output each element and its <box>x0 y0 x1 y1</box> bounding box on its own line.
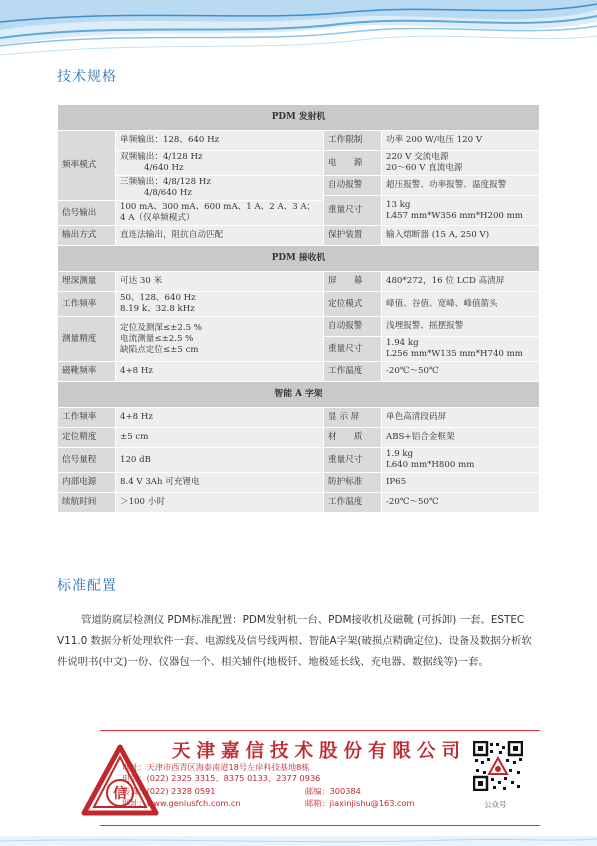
screen-value: 480*272，16 位 LCD 高清屏 <box>382 272 540 292</box>
locate-mode-label: 定位模式 <box>324 292 382 317</box>
spec-section-title: 技术规格 <box>57 69 117 85</box>
out-mode-value: 直连法输出，阻抗自动匹配 <box>116 226 324 246</box>
header-wave-decoration <box>0 0 597 70</box>
power-dc: 20～60 V 直流电源 <box>386 163 463 173</box>
tx-weight-kg: 13 kg <box>386 199 411 210</box>
footer-website[interactable]: 网址：www.geniusfch.com.cn <box>122 798 241 808</box>
signal-out-label: 信号输出 <box>58 201 116 226</box>
accuracy-line-1: 定位及测深≤±2.5 % <box>120 322 202 333</box>
material-value: ABS+铝合金框架 <box>382 428 540 448</box>
af-weight-dim: L640 mm*H800 mm <box>386 460 475 470</box>
accuracy-line-3: 缺陷点定位≤±5 cm <box>120 344 199 355</box>
rx-weight-value <box>382 337 540 362</box>
aframe-header: 智能 A 字架 <box>58 382 540 408</box>
freq-mode-label: 频率模式 <box>58 131 116 201</box>
af-weight-kg: 1.9 kg <box>386 449 414 459</box>
qr-code <box>473 741 523 791</box>
signal-out-value <box>116 201 324 226</box>
protect-value: 输入熔断器 (15 A, 250 V) <box>382 226 540 246</box>
af-weight-value <box>382 448 540 473</box>
footer-email[interactable]: 邮箱：jiaxinjishu@163.com <box>305 798 415 808</box>
rx-temp-label: 工作温度 <box>324 362 382 382</box>
accuracy-value <box>116 317 324 362</box>
boot-freq-label: 磁靴频率 <box>58 362 116 382</box>
rx-auto-alarm-value: 浅埋报警、摇摆报警 <box>382 317 540 337</box>
protect-label: 保护装置 <box>324 226 382 246</box>
af-temp-label: 工作温度 <box>324 493 382 513</box>
footer-address: 地址：天津市西青区海泰南道18号左岸科技基地8栋 <box>122 762 310 772</box>
material-label: 材 质 <box>324 428 382 448</box>
transmitter-header: PDM 发射机 <box>58 105 540 131</box>
dual-freq-line-1: 双频输出：4/128 Hz <box>120 152 203 162</box>
footer-bottom-rule <box>100 825 540 826</box>
tri-freq-line-2: 4/8/640 Hz <box>144 188 192 198</box>
accuracy-line-2: 电流测量≤±2.5 % <box>120 333 194 344</box>
loc-acc-value: ±5 cm <box>116 428 324 448</box>
work-limit-value: 功率 200 W/电压 120 V <box>382 131 540 151</box>
ip-value: IP65 <box>382 473 540 493</box>
range-label: 信号量程 <box>58 448 116 473</box>
tri-freq-value <box>116 176 324 201</box>
rx-temp-value: -20℃～50℃ <box>382 362 540 382</box>
signal-out-line-1: 100 mA、300 mA、600 mA、1 A、2 A、3 A； <box>120 202 316 212</box>
tri-freq-line-1: 三频输出：4/8/128 Hz <box>120 177 211 187</box>
display-value: 单色高清段码屏 <box>382 408 540 428</box>
tx-weight-dim: L457 mm*W356 mm*H200 mm <box>386 210 523 221</box>
battery-label: 内部电源 <box>58 473 116 493</box>
display-label: 显 示 屏 <box>324 408 382 428</box>
qr-label: 公众号 <box>484 800 507 809</box>
spec-table <box>57 104 540 513</box>
rx-freq-value <box>116 292 324 317</box>
battery-value: 8.4 V 3Ah 可充锂电 <box>116 473 324 493</box>
tx-auto-alarm-label: 自动报警 <box>324 176 382 196</box>
loc-acc-label: 定位精度 <box>58 428 116 448</box>
rx-weight-label: 重量尺寸 <box>324 337 382 362</box>
tx-weight-label: 重量尺寸 <box>324 196 382 226</box>
locate-mode-value: 峰值、谷值、宽峰、峰值箭头 <box>382 292 540 317</box>
boot-freq-value: 4+8 Hz <box>116 362 324 382</box>
footer-top-rule <box>100 730 540 731</box>
out-mode-label: 输出方式 <box>58 226 116 246</box>
rx-weight-kg: 1.94 kg <box>386 338 419 348</box>
company-name: 天津嘉信技术股份有限公司 <box>172 741 467 762</box>
af-temp-value: -20℃～50℃ <box>382 493 540 513</box>
depth-label: 埋深测量 <box>58 272 116 292</box>
range-value: 120 dB <box>116 448 324 473</box>
tx-weight-value <box>382 196 540 226</box>
power-ac: 220 V 交流电源 <box>386 152 449 162</box>
endurance-value: ＞100 小时 <box>116 493 324 513</box>
af-freq-label: 工作频率 <box>58 408 116 428</box>
ip-label: 防护标准 <box>324 473 382 493</box>
endurance-label: 续航时间 <box>58 493 116 513</box>
single-freq-value: 单频输出：128、640 Hz <box>116 131 324 151</box>
logo-character: 信 <box>113 786 127 802</box>
rx-weight-dim: L256 mm*W135 mm*H740 mm <box>386 349 523 359</box>
power-label: 电 源 <box>324 151 382 176</box>
bottom-decoration <box>0 836 597 846</box>
footer-fax: 传真：(022) 2328 0591 <box>122 786 216 796</box>
config-section-title: 标准配置 <box>57 578 117 594</box>
tx-auto-alarm-value: 超压报警、功率报警、温度报警 <box>382 176 540 196</box>
af-weight-label: 重量尺寸 <box>324 448 382 473</box>
power-value <box>382 151 540 176</box>
dual-freq-line-2: 4/640 Hz <box>144 163 184 173</box>
rx-freq-line-1: 50、128、640 Hz <box>120 293 196 303</box>
screen-label: 屏 幕 <box>324 272 382 292</box>
rx-auto-alarm-label: 自动报警 <box>324 317 382 337</box>
depth-value: 可达 30 米 <box>116 272 324 292</box>
footer-postcode: 邮编：300384 <box>305 786 361 796</box>
signal-out-line-2: 4 A（仅单频模式） <box>120 213 195 223</box>
footer-phone: 电话：(022) 2325 3315、8375 0133、2377 0936 <box>122 773 321 783</box>
rx-freq-line-2: 8.19 k、32.8 kHz <box>120 304 195 314</box>
accuracy-label: 测量精度 <box>58 317 116 362</box>
config-paragraph: 管道防腐层检测仪 PDM标准配置：PDM发射机一台、PDM接收机及磁靴 (可拆卸) 一套、ESTEC V11.0 数据分析处理软件一套、电源线及信号线两根、智能A字架(破损点精确定位)、设备及数据分析软件说明书(中文)一份、仪器包一个、相关辅件(地极钎、地极延长线、充电器、数据线等)一套。 <box>57 614 532 668</box>
dual-freq-value <box>116 151 324 176</box>
af-freq-value: 4+8 Hz <box>116 408 324 428</box>
work-limit-label: 工作限制 <box>324 131 382 151</box>
rx-freq-label: 工作频率 <box>58 292 116 317</box>
receiver-header: PDM 接收机 <box>58 246 540 272</box>
